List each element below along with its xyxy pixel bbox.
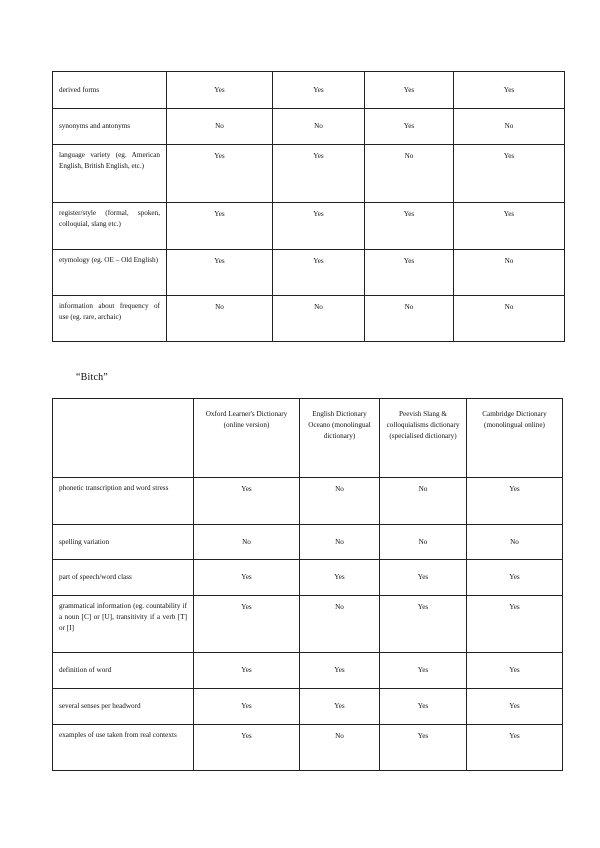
- header-oxford: Oxford Learner's Dictionary (online version): [194, 399, 300, 478]
- cell-value: Yes: [467, 596, 563, 653]
- table-row: [53, 250, 565, 296]
- cell-value: No: [300, 525, 380, 560]
- cell-value: Yes: [194, 560, 300, 596]
- cell-value: No: [167, 296, 273, 342]
- table-row: [53, 725, 563, 771]
- cell-value: Yes: [380, 725, 467, 771]
- cell-value: Yes: [273, 72, 365, 109]
- cell-value: Yes: [194, 596, 300, 653]
- cell-value: No: [467, 525, 563, 560]
- table-row: [53, 109, 565, 145]
- table-row: [53, 560, 563, 596]
- cell-value: No: [380, 478, 467, 525]
- table-row: [53, 653, 563, 689]
- table-row: [53, 72, 565, 109]
- cell-value: No: [273, 109, 365, 145]
- cell-value: No: [380, 525, 467, 560]
- cell-value: Yes: [167, 203, 273, 250]
- row-label: grammatical information (eg. countability if a noun [C] or [U], transitivity if a verb [T] or [I]: [53, 596, 194, 653]
- row-label: register/style (formal, spoken, colloquial, slang etc.): [53, 203, 167, 250]
- cell-value: No: [273, 296, 365, 342]
- row-label: definition of word: [53, 653, 194, 689]
- row-label: information about frequency of use (eg. rare, archaic): [53, 296, 167, 342]
- cell-value: Yes: [380, 689, 467, 725]
- cell-value: No: [454, 109, 565, 145]
- cell-value: Yes: [454, 145, 565, 203]
- cell-value: No: [300, 478, 380, 525]
- cell-value: Yes: [273, 250, 365, 296]
- cell-value: Yes: [300, 689, 380, 725]
- cell-value: Yes: [467, 725, 563, 771]
- row-label: several senses per headword: [53, 689, 194, 725]
- table-row: [53, 689, 563, 725]
- row-label: part of speech/word class: [53, 560, 194, 596]
- cell-value: Yes: [194, 653, 300, 689]
- table-row: [53, 296, 565, 342]
- cell-value: Yes: [380, 653, 467, 689]
- cell-value: No: [194, 525, 300, 560]
- cell-value: Yes: [194, 478, 300, 525]
- features-table-bitch: [52, 398, 563, 771]
- row-label: phonetic transcription and word stress: [53, 478, 194, 525]
- cell-value: Yes: [300, 653, 380, 689]
- row-label: spelling variation: [53, 525, 194, 560]
- cell-value: Yes: [467, 560, 563, 596]
- cell-value: Yes: [467, 478, 563, 525]
- header-oceano: English Dictionary Oceano (monolingual dictionary): [300, 399, 380, 478]
- cell-value: No: [454, 296, 565, 342]
- cell-value: Yes: [467, 689, 563, 725]
- cell-value: No: [365, 145, 454, 203]
- header-empty: [53, 399, 194, 478]
- cell-value: No: [300, 596, 380, 653]
- cell-value: Yes: [194, 689, 300, 725]
- cell-value: Yes: [365, 250, 454, 296]
- cell-value: Yes: [454, 203, 565, 250]
- cell-value: Yes: [273, 145, 365, 203]
- features-table-top: [52, 71, 565, 342]
- cell-value: Yes: [167, 250, 273, 296]
- table-header-row: [53, 399, 563, 478]
- row-label: derived forms: [53, 72, 167, 109]
- header-cambridge: Cambridge Dictionary (monolingual online): [467, 399, 563, 478]
- cell-value: No: [167, 109, 273, 145]
- cell-value: No: [365, 296, 454, 342]
- cell-value: Yes: [365, 203, 454, 250]
- cell-value: Yes: [365, 109, 454, 145]
- cell-value: No: [300, 725, 380, 771]
- table-row: [53, 203, 565, 250]
- cell-value: Yes: [300, 560, 380, 596]
- header-peevish: Peevish Slang & colloquialisms dictionary (specialised dictionary): [380, 399, 467, 478]
- table-row: [53, 478, 563, 525]
- table-row: [53, 596, 563, 653]
- table-row: [53, 525, 563, 560]
- cell-value: Yes: [273, 203, 365, 250]
- row-label: synonyms and antonyms: [53, 109, 167, 145]
- cell-value: Yes: [380, 596, 467, 653]
- table-row: [53, 145, 565, 203]
- row-label: language variety (eg. American English, British English, etc.): [53, 145, 167, 203]
- cell-value: Yes: [167, 145, 273, 203]
- cell-value: Yes: [365, 72, 454, 109]
- cell-value: Yes: [467, 653, 563, 689]
- row-label: etymology (eg. OE – Old English): [53, 250, 167, 296]
- cell-value: Yes: [380, 560, 467, 596]
- cell-value: No: [454, 250, 565, 296]
- cell-value: Yes: [454, 72, 565, 109]
- cell-value: Yes: [194, 725, 300, 771]
- cell-value: Yes: [167, 72, 273, 109]
- row-label: examples of use taken from real contexts: [53, 725, 194, 771]
- section-caption: “Bitch”: [76, 372, 108, 383]
